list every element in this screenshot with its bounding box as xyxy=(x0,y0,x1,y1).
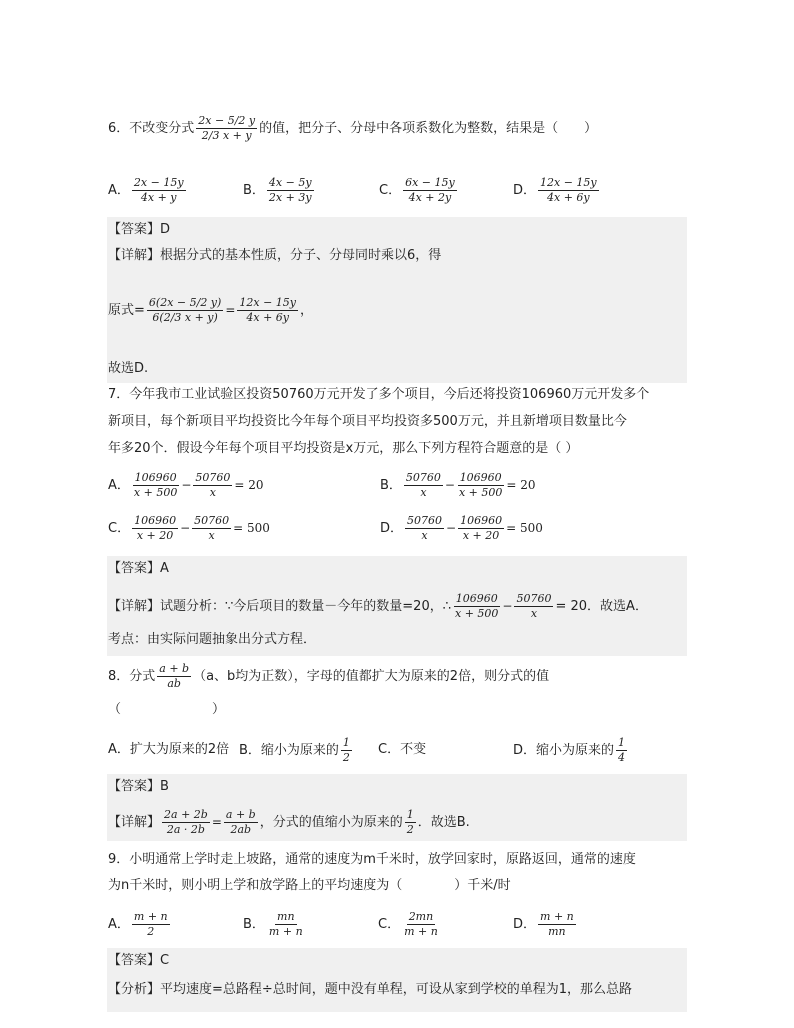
q6-option-a: A． $\frac{2x - 15y}{4x + y}$ xyxy=(108,176,184,204)
q6-original: 原式= $\frac{6(2x - 5/2 y)}{6(2/3 x + y)}$ = $\frac{12x - 15y}{4x + 6y}$ ， xyxy=(108,296,314,324)
q9-answer: 【答案】C xyxy=(108,953,170,968)
q8-option-c: C．不变 xyxy=(378,742,427,757)
q7-option-a: A． $\frac{106960}{x + 500}$ − $\frac{50760}{x}$ = 20 xyxy=(108,471,264,499)
q6-answer: 【答案】D xyxy=(108,222,171,237)
q7-option-b: B． $\frac{50760}{x}$ − $\frac{106960}{x + 500}$ = 20 xyxy=(380,471,536,499)
q7-option-c: C． $\frac{106960}{x + 20}$ − $\frac{50760}{x}$ = 500 xyxy=(108,514,270,542)
q9-option-d: D． $\frac{m + n}{mn}$ xyxy=(513,910,574,938)
q6-detail: 【详解】根据分式的基本性质，分子、分母同时乘以6，得 xyxy=(108,248,442,263)
q9-line1: 9．小明通常上学时走上坡路，通常的速度为m千米时，放学回家时，原路返回，通常的速度 xyxy=(108,852,636,867)
q8-option-b: B．缩小为原来的 $\frac{1}{2}$ xyxy=(239,736,350,764)
q9-analysis: 【分析】平均速度=总路程÷总时间，题中没有单程，可设从家到学校的单程为1，那么总路 xyxy=(108,982,633,997)
q7-line3: 年多20个．假设今年每个项目平均投资是x万元，那么下列方程符合题意的是（ ） xyxy=(108,441,579,456)
q6-option-c: C． $\frac{6x - 15y}{4x + 2y}$ xyxy=(379,176,455,204)
q9-option-c: C． $\frac{2mn}{m + n}$ xyxy=(378,910,438,938)
q8-paren: （ ） xyxy=(108,702,226,717)
q7-option-d: D． $\frac{50760}{x}$ − $\frac{106960}{x + 20}$ = 500 xyxy=(380,514,543,542)
q7-kaodian: 考点：由实际问题抽象出分式方程． xyxy=(108,632,317,647)
q8-option-a: A．扩大为原来的2倍 xyxy=(108,742,230,757)
q8-option-d: D．缩小为原来的 $\frac{1}{4}$ xyxy=(513,736,626,764)
q6-option-b: B． $\frac{4x - 5y}{2x + 3y}$ xyxy=(243,176,312,204)
q8-detail: 【详解】 $\frac{2a + 2b}{2a \cdot 2b}$ = $\frac{a + b}{2ab}$ ，分式的值缩小为原来的 $\frac{1}{2}$ ．故选B. xyxy=(108,808,470,836)
q6-fraction: $\frac{2x - 5/2 y}{2/3 x + y}$ xyxy=(198,114,256,142)
q8-stem: 8．分式 $\frac{a + b}{ab}$ （a、b均为正数），字母的值都扩大为原来的2倍，则分式的值 xyxy=(108,662,550,690)
q9-option-a: A． $\frac{m + n}{2}$ xyxy=(108,910,168,938)
q8-answer: 【答案】B xyxy=(108,779,169,794)
q9-option-b: B． $\frac{mn}{m + n}$ xyxy=(243,910,303,938)
q9-line2: 为n千米时，则小明上学和放学路上的平均速度为（ ）千米/时 xyxy=(108,878,511,893)
q7-answer: 【答案】A xyxy=(108,561,169,576)
q6-conclusion: 故选D. xyxy=(108,361,149,376)
q7-line1: 7．今年我市工业试验区投资50760万元开发了多个项目，今后还将投资106960万元开发多个 xyxy=(108,387,650,402)
q7-line2: 新项目，每个新项目平均投资比今年每个项目平均投资多500万元，并且新增项目数量比今 xyxy=(108,414,627,429)
q6-option-d: D． $\frac{12x - 15y}{4x + 6y}$ xyxy=(513,176,597,204)
q7-detail: 【详解】试题分析：∵今后项目的数量－今年的数量=20，∴ $\frac{106960}{x + 500}$ − $\frac{50760}{x}$ = 20．故选A． xyxy=(108,592,648,620)
q6-stem: 6．不改变分式 $\frac{2x - 5/2 y}{2/3 x + y}$ 的值，把分子、分母中各项系数化为整数，结果是（ ） xyxy=(108,114,598,142)
